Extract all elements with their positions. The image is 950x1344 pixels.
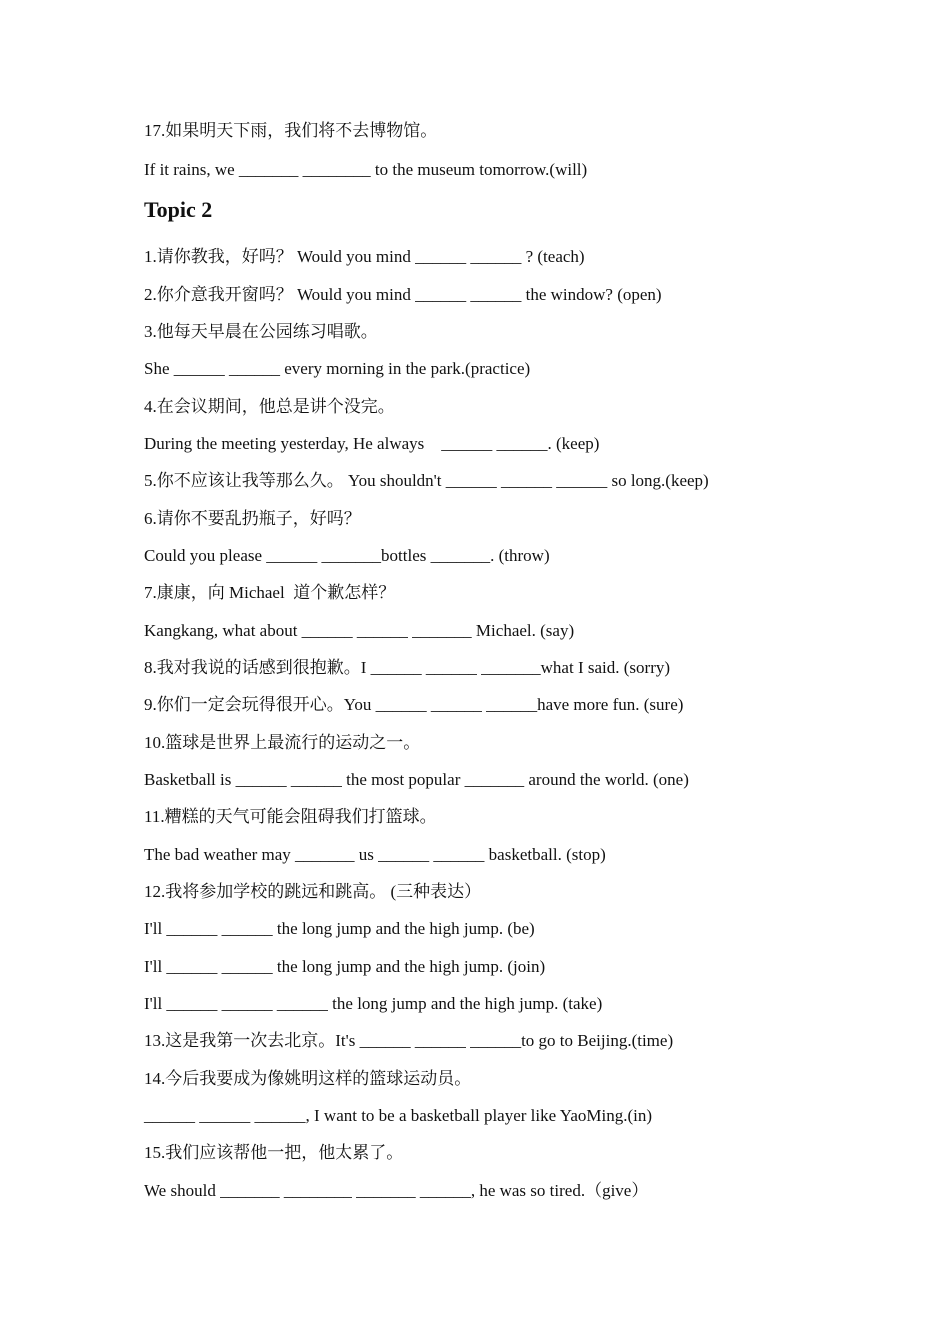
question-1: 1.请你教我，好吗？ Would you mind ______ ______ ? (teach) <box>144 247 585 266</box>
question-13: 13.这是我第一次去北京。It's ______ ______ ______to go to Beijing.(time) <box>144 1031 674 1050</box>
question-17-chinese: 17.如果明天下雨，我们将不去博物馆。 <box>144 121 438 140</box>
question-4-english: During the meeting yesterday, He always ______ ______. (keep) <box>144 434 600 453</box>
question-8: 8.我对我说的话感到很抱歉。I ______ ______ _______what I said. (sorry) <box>144 658 671 677</box>
question-9: 9.你们一定会玩得很开心。You ______ ______ ______have more fun. (sure) <box>144 695 684 714</box>
section-heading-topic-2: Topic 2 <box>144 197 213 222</box>
question-7-english: Kangkang, what about ______ ______ _______ Michael. (say) <box>144 621 575 640</box>
question-14-chinese: 14.今后我要成为像姚明这样的篮球运动员。 <box>144 1069 472 1088</box>
question-15-english: We should _______ ________ _______ ______, he was so tired.（give） <box>144 1181 649 1200</box>
question-12-chinese: 12.我将参加学校的跳远和跳高。 (三种表达） <box>144 882 482 901</box>
question-6-chinese: 6.请你不要乱扔瓶子，好吗？ <box>144 509 361 528</box>
question-11-chinese: 11.糟糕的天气可能会阻碍我们打篮球。 <box>144 807 437 826</box>
question-12-english-be: I'll ______ ______ the long jump and the high jump. (be) <box>144 919 535 938</box>
question-17-english: If it rains, we _______ ________ to the museum tomorrow.(will) <box>144 160 588 179</box>
question-2: 2.你介意我开窗吗？ Would you mind ______ ______ the window? (open) <box>144 285 662 304</box>
question-4-chinese: 4.在会议期间，他总是讲个没完。 <box>144 397 395 416</box>
question-15-chinese: 15.我们应该帮他一把，他太累了。 <box>144 1143 404 1162</box>
question-11-english: The bad weather may _______ us ______ ______ basketball. (stop) <box>144 845 606 864</box>
question-7-chinese: 7.康康，向 Michael 道个歉怎样？ <box>144 583 396 602</box>
question-5: 5.你不应该让我等那么久。 You shouldn't ______ ______ ______ so long.(keep) <box>144 471 709 490</box>
question-10-chinese: 10.篮球是世界上最流行的运动之一。 <box>144 733 421 752</box>
question-14-english: ______ ______ ______, I want to be a basketball player like YaoMing.(in) <box>144 1106 653 1125</box>
question-12-english-join: I'll ______ ______ the long jump and the high jump. (join) <box>144 957 546 976</box>
question-3-english: She ______ ______ every morning in the park.(practice) <box>144 359 531 378</box>
question-6-english: Could you please ______ _______bottles _______. (throw) <box>144 546 550 565</box>
question-3-chinese: 3.他每天早晨在公园练习唱歌。 <box>144 322 378 341</box>
question-12-english-take: I'll ______ ______ ______ the long jump and the high jump. (take) <box>144 994 603 1013</box>
question-10-english: Basketball is ______ ______ the most popular _______ around the world. (one) <box>144 770 689 789</box>
